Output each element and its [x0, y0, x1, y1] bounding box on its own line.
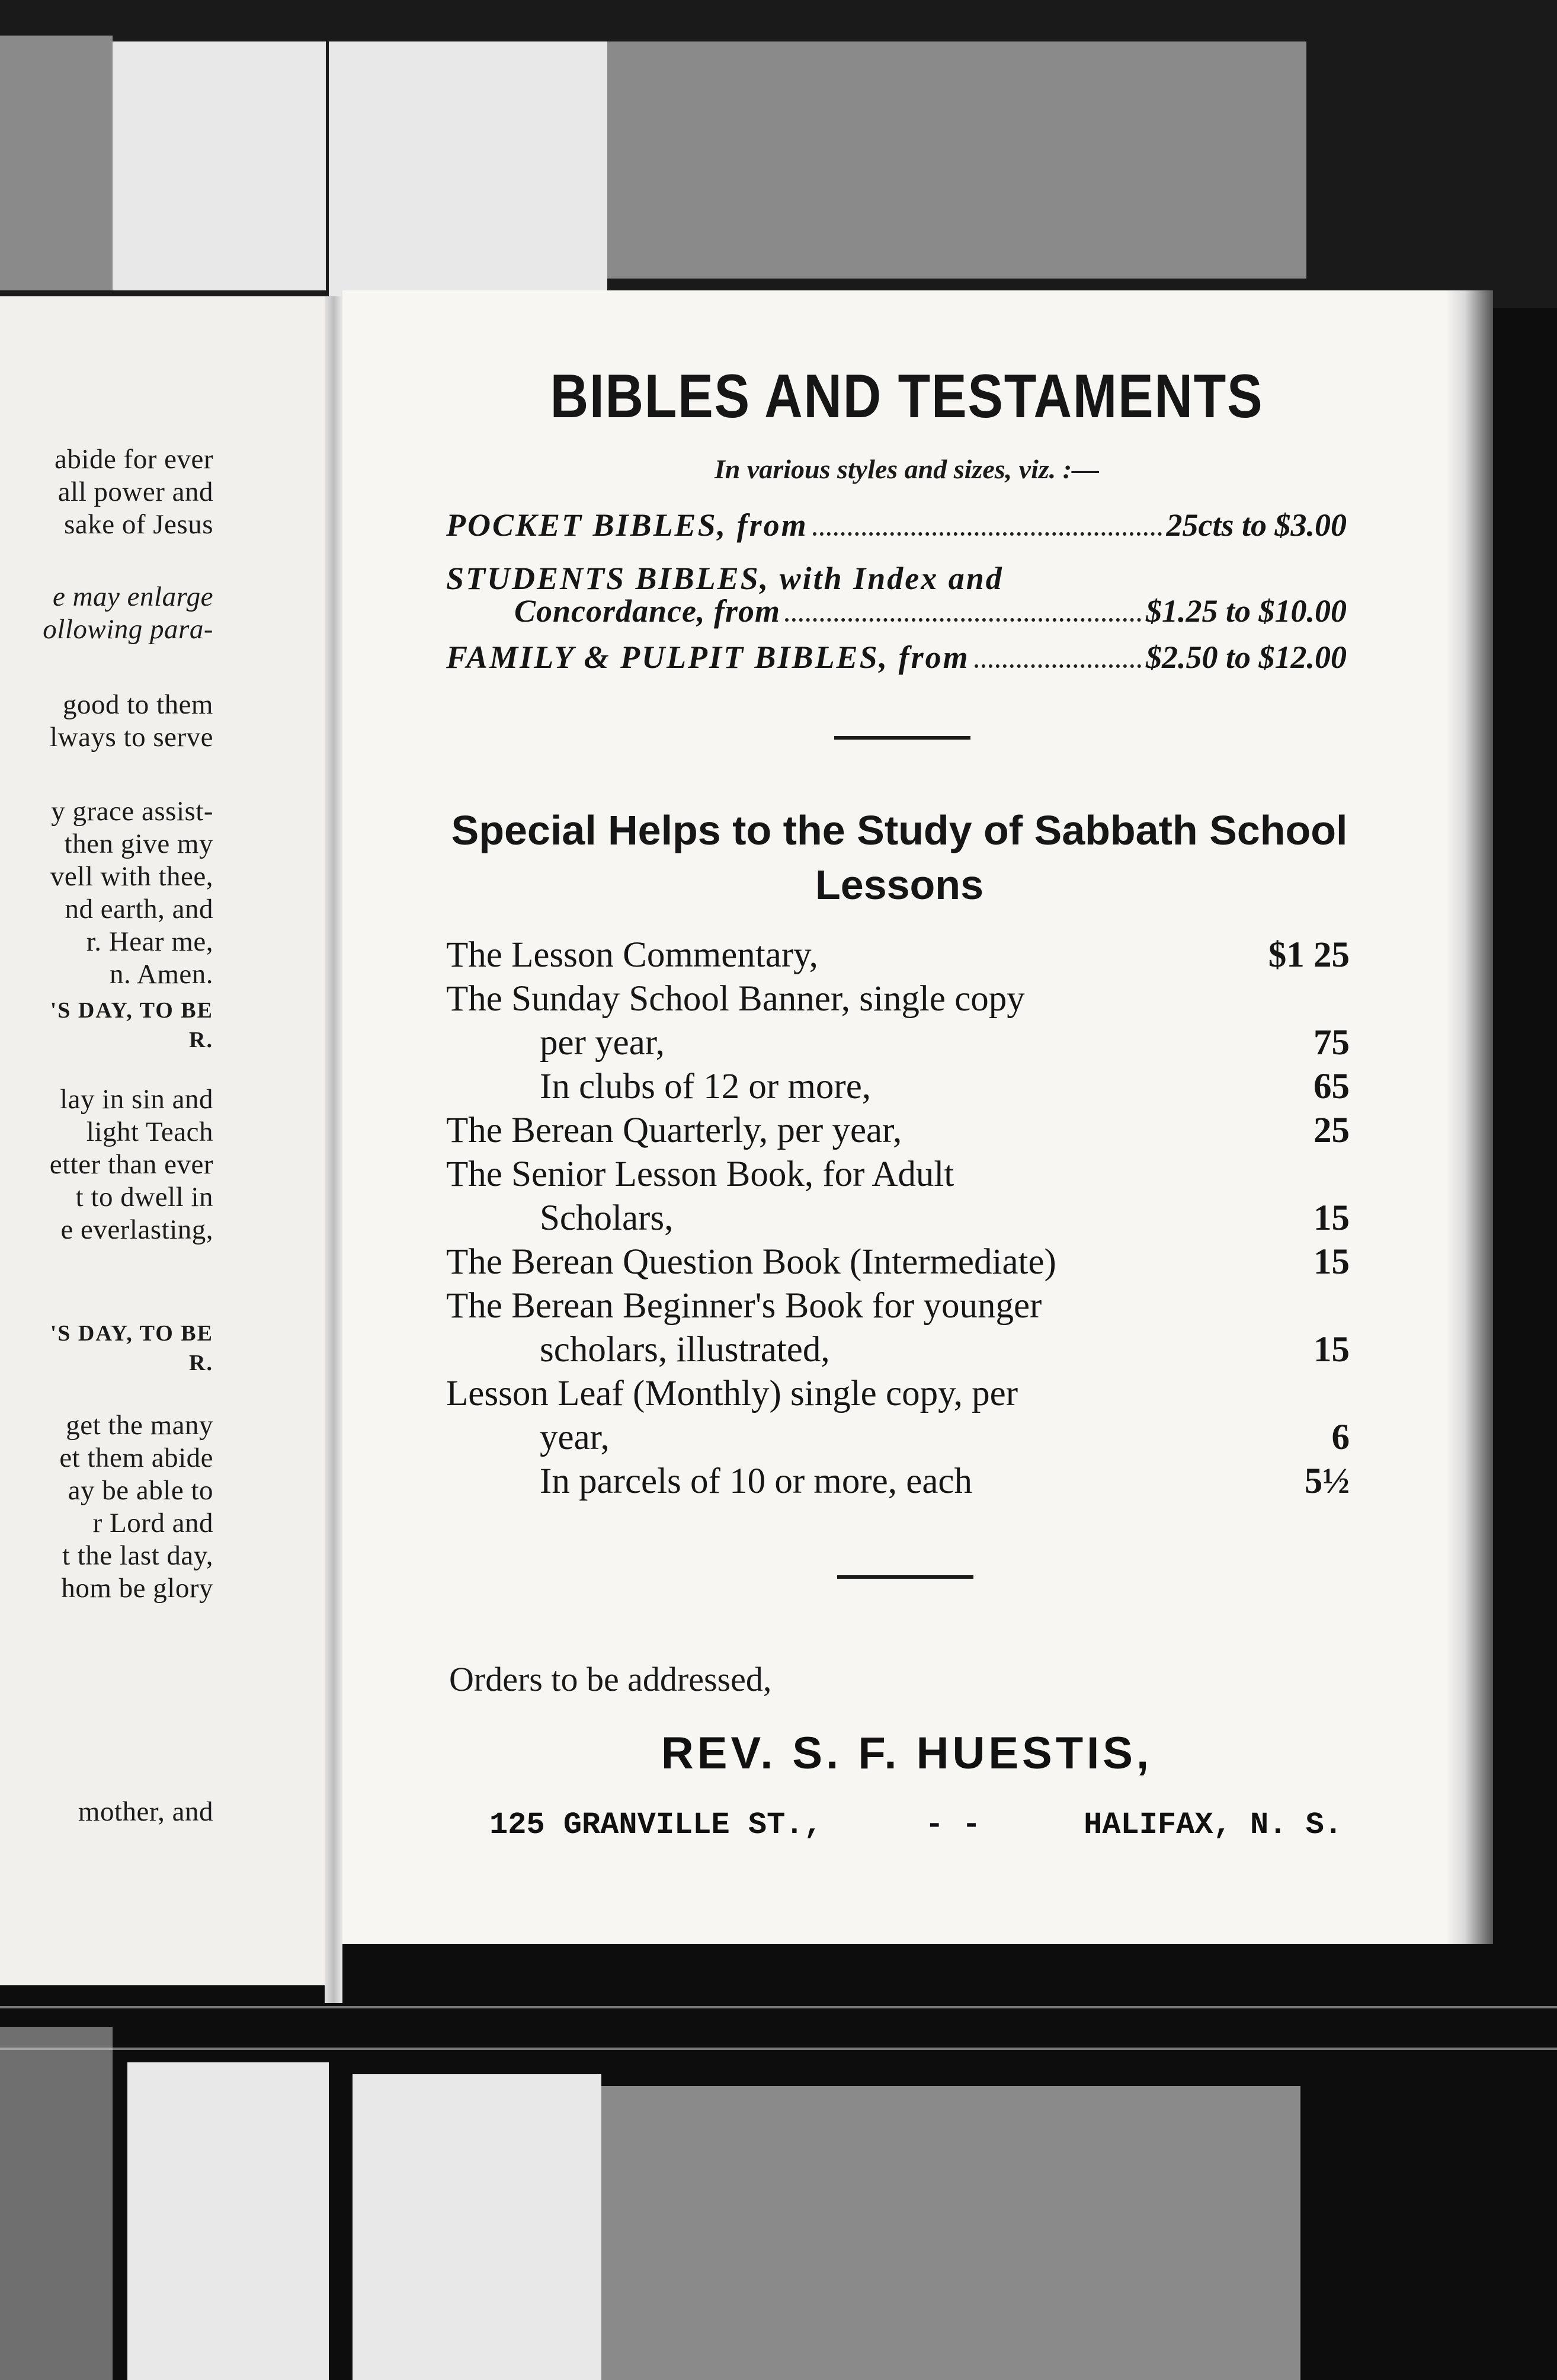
- left-text-line: et them abide: [59, 1442, 213, 1473]
- scan-artifact-line: [0, 2006, 1557, 2008]
- left-text-line: t to dwell in: [75, 1182, 213, 1213]
- page-subtitle: In various styles and sizes, viz. :—: [714, 454, 1100, 484]
- binding-tab: [127, 2062, 329, 2380]
- lesson-item: [446, 1065, 1350, 1109]
- left-text-line: all power and: [57, 476, 213, 507]
- page-fold: [325, 296, 342, 2003]
- bible-price: $1.25 to $10.00: [1145, 593, 1347, 629]
- lesson-text: scholars, illustrated,: [540, 1330, 830, 1370]
- lesson-text: year,: [540, 1418, 610, 1457]
- left-text-line: vell with thee,: [50, 861, 213, 892]
- lesson-price: $1 25: [1268, 935, 1350, 975]
- left-text-line: sake of Jesus: [64, 509, 213, 540]
- lesson-price: 15: [1313, 1330, 1350, 1370]
- lesson-text: The Sunday School Banner, single copy: [446, 979, 1025, 1019]
- left-text-line: ay be able to: [68, 1475, 213, 1506]
- left-section-heading: 'S DAY, TO BE: [50, 998, 213, 1023]
- left-text-line: ollowing para-: [43, 614, 213, 645]
- lesson-text: The Berean Quarterly, per year,: [446, 1111, 902, 1150]
- bible-name: Concordance, from: [514, 593, 780, 629]
- lesson-price: 75: [1313, 1023, 1350, 1063]
- bible-price: 25cts to $3.00: [1166, 507, 1347, 543]
- scan-artifact-line: [0, 2048, 1557, 2050]
- left-text-line: mother, and: [78, 1796, 213, 1827]
- page-title: BIBLES AND TESTAMENTS: [550, 362, 1264, 431]
- lesson-text: The Senior Lesson Book, for Adult: [446, 1154, 954, 1194]
- lesson-price: 6: [1331, 1418, 1350, 1457]
- lesson-item: [446, 1109, 1350, 1153]
- lesson-price: 15: [1313, 1242, 1350, 1282]
- divider-rule: [834, 736, 970, 740]
- lesson-item: [446, 1240, 1350, 1284]
- lesson-item: [446, 1153, 1350, 1197]
- left-text-line: nd earth, and: [65, 894, 213, 925]
- left-text-line: y grace assist-: [51, 796, 213, 827]
- left-text-line: n. Amen.: [109, 959, 213, 990]
- lesson-text: Lesson Leaf (Monthly) single copy, per: [446, 1374, 1018, 1413]
- left-text-line: get the many: [66, 1410, 213, 1441]
- lesson-item: [446, 1460, 1350, 1504]
- left-text-line: good to them: [62, 689, 213, 720]
- lesson-text: The Berean Question Book (Intermediate): [446, 1242, 1056, 1282]
- lesson-text: In parcels of 10 or more, each: [540, 1461, 972, 1501]
- binding-tab: [0, 2027, 113, 2380]
- left-text-line: t the last day,: [62, 1540, 213, 1571]
- left-text-line: e may enlarge: [53, 581, 213, 612]
- left-text-line: hom be glory: [61, 1573, 213, 1604]
- lesson-text: Scholars,: [540, 1198, 674, 1238]
- orders-note: Orders to be addressed,: [449, 1660, 772, 1698]
- lesson-item: [446, 1284, 1350, 1328]
- bible-name: FAMILY & PULPIT BIBLES, from: [446, 639, 970, 675]
- lesson-item: [446, 977, 1350, 1021]
- binding-tab: [353, 2074, 601, 2380]
- bible-price-line: [446, 593, 1347, 631]
- bible-price-line: [446, 639, 1347, 677]
- leader-dots: [975, 664, 1141, 668]
- bible-price: $2.50 to $12.00: [1145, 639, 1347, 675]
- binding-tab: [113, 41, 326, 290]
- lesson-price: 15: [1313, 1198, 1350, 1238]
- binding-tab: [601, 2086, 1300, 2380]
- left-text-line: then give my: [64, 828, 213, 859]
- left-section-heading: R.: [189, 1351, 213, 1375]
- lesson-item: [446, 1328, 1350, 1372]
- address-separator: - -: [925, 1808, 981, 1842]
- lesson-text: The Berean Beginner's Book for younger: [446, 1286, 1042, 1326]
- lesson-text: per year,: [540, 1023, 665, 1063]
- left-section-heading: R.: [189, 1028, 213, 1053]
- bible-price-line: [446, 507, 1347, 545]
- address-city: HALIFAX, N. S.: [1084, 1808, 1343, 1842]
- lesson-item: [446, 933, 1350, 977]
- binding-tab: [607, 41, 1306, 279]
- left-page: [0, 296, 338, 1985]
- lesson-price: 5½: [1304, 1461, 1350, 1501]
- left-text-line: e everlasting,: [60, 1214, 213, 1245]
- lesson-price: 25: [1313, 1111, 1350, 1150]
- left-section-heading: 'S DAY, TO BE: [50, 1321, 213, 1346]
- left-text-line: r. Hear me,: [86, 926, 213, 957]
- binding-tab: [329, 41, 607, 296]
- leader-dots: [813, 532, 1162, 536]
- left-text-line: lways to serve: [50, 722, 213, 753]
- lesson-item: [446, 1197, 1350, 1240]
- lesson-text: In clubs of 12 or more,: [540, 1067, 872, 1106]
- left-text-line: etter than ever: [49, 1149, 213, 1180]
- lesson-text: The Lesson Commentary,: [446, 935, 818, 975]
- bible-name: POCKET BIBLES, from: [446, 507, 808, 543]
- section-heading: Special Helps to the Study of Sabbath School Lessons: [451, 807, 1348, 908]
- binding-tab: [0, 36, 113, 290]
- address-line: [489, 1808, 1343, 1842]
- leader-dots: [785, 618, 1141, 622]
- lesson-item: [446, 1416, 1350, 1460]
- lesson-item: [446, 1372, 1350, 1416]
- left-text-line: lay in sin and: [60, 1084, 213, 1115]
- address-street: 125 GRANVILLE ST.,: [489, 1808, 822, 1842]
- bible-name: STUDENTS BIBLES, with Index and: [446, 561, 1004, 596]
- divider-rule: [837, 1575, 973, 1579]
- lesson-item: [446, 1021, 1350, 1065]
- lesson-price: 65: [1313, 1067, 1350, 1106]
- left-text-line: r Lord and: [92, 1508, 213, 1538]
- address-name: REV. S. F. HUESTIS,: [661, 1728, 1153, 1778]
- right-page: [342, 290, 1471, 1944]
- left-text-line: light Teach: [86, 1117, 213, 1147]
- torn-page-edge: [1446, 290, 1493, 1944]
- left-text-line: abide for ever: [55, 444, 213, 475]
